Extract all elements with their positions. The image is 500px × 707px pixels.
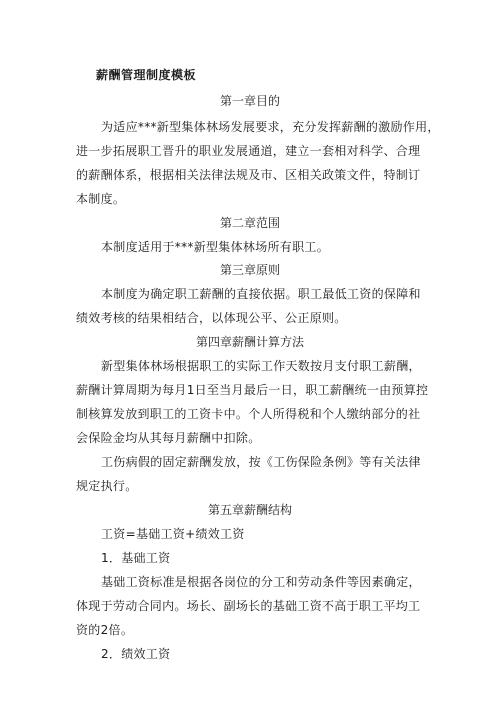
- paragraph-line: 本制度适用于***新型集体林场所有职工。: [101, 240, 330, 254]
- paragraph-line: 新型集体林场根据职工的实际工作天数按月支付职工薪酬，: [101, 359, 421, 373]
- chapter-1-heading: 第一章目的: [219, 94, 280, 108]
- paragraph-line: 会保险金均从其每月薪酬中扣除。: [76, 431, 261, 445]
- chapter-4-heading: 第四章薪酬计算方法: [195, 335, 304, 349]
- section-heading: 2．绩效工资: [101, 647, 171, 661]
- paragraph-line: 薪酬计算周期为每月1日至当月最后一日，职工薪酬统一由预算控: [76, 383, 429, 397]
- section-heading: 1．基础工资: [101, 551, 171, 565]
- paragraph-line: 本制度为确定职工薪酬的直接依据。职工最低工资的保障和: [101, 287, 421, 301]
- formula-line: 工资=基础工资+绩效工资: [101, 527, 245, 541]
- chapter-3-heading: 第三章原则: [219, 263, 280, 277]
- paragraph-line: 本制度。: [76, 192, 126, 206]
- paragraph-line: 为适应***新型集体林场发展要求，充分发挥薪酬的激励作用，: [101, 120, 440, 134]
- chapter-2-heading: 第二章范围: [219, 216, 280, 230]
- paragraph-line: 基础工资标准是根据各岗位的分工和劳动条件等因素确定，: [101, 575, 421, 589]
- document-title: 薪酬管理制度模板: [96, 68, 197, 82]
- paragraph-line: 工伤病假的固定薪酬发放，按《工伤保险条例》等有关法律: [101, 455, 421, 469]
- chapter-5-heading: 第五章薪酬结构: [207, 503, 292, 517]
- paragraph-line: 的薪酬体系，根据相关法律法规及市、区相关政策文件，特制订: [76, 168, 421, 182]
- paragraph-line: 进一步拓展职工晋升的职业发展通道，建立一套相对科学、合理: [76, 144, 421, 158]
- paragraph-line: 规定执行。: [76, 479, 138, 493]
- paragraph-line: 制核算发放到职工的工资卡中。个人所得税和个人缴纳部分的社: [76, 407, 421, 421]
- paragraph-line: 绩效考核的结果相结合，以体现公平、公正原则。: [76, 311, 347, 325]
- paragraph-line: 资的2倍。: [76, 623, 134, 637]
- paragraph-line: 体现于劳动合同内。场长、副场长的基础工资不高于职工平均工: [76, 599, 421, 613]
